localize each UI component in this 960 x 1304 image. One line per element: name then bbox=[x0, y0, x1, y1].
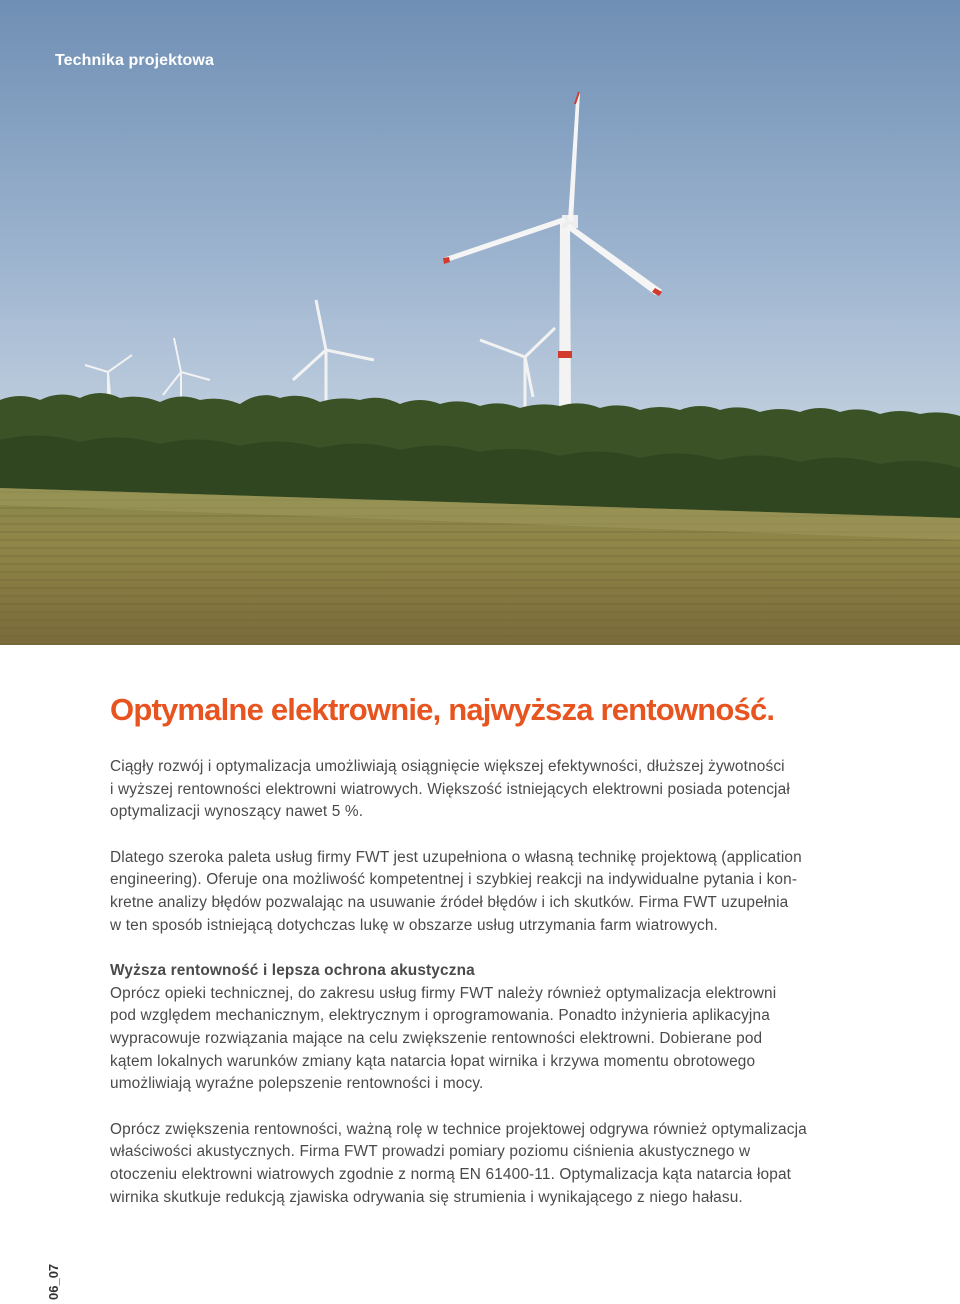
section-subheading: Wyższa rentowność i lepsza ochrona akustyczna bbox=[110, 962, 475, 980]
text-line: wirnika skutkuje redukcją zjawiska odrywania się strumienia i wynikającego z niego hałasu. bbox=[110, 1188, 743, 1206]
services-paragraph bbox=[110, 847, 855, 937]
text-line: pod względem mechanicznym, elektrycznym i oprogramowania. Ponadto inżynieria aplikacyjna bbox=[110, 1007, 770, 1025]
text-line: wypracowuje rozwiązania mające na celu zwiększenie rentowności elektrowni. Dobierane pod bbox=[110, 1029, 763, 1047]
text-line: Oprócz zwiększenia rentowności, ważną rolę w technice projektowej odgrywa również optymalizacja bbox=[110, 1120, 807, 1138]
wind-turbines-field-photo bbox=[0, 0, 960, 645]
text-line: właściwości akustycznych. Firma FWT prowadzi pomiary poziomu ciśnienia akustycznego w bbox=[110, 1143, 751, 1161]
acoustics-paragraph bbox=[110, 1119, 855, 1209]
text-line: kątem lokalnych warunków zmiany kąta natarcia łopat wirnika i krzywa momentu obrotowego bbox=[110, 1052, 756, 1070]
text-line: umożliwiają wyraźne polepszenie rentowności i mocy. bbox=[110, 1075, 484, 1093]
text-line: engineering). Oferuje ona możliwość kompetentnej i szybkiej reakcji na indywidualne pytania i kon- bbox=[110, 871, 798, 889]
text-line: kretne analizy błędów pozwalając na usuwanie źródeł błędów i ich skutków. Firma FWT uzupełnia bbox=[110, 893, 789, 911]
text-line: Ciągły rozwój i optymalizacja umożliwiają osiągnięcie większej efektywności, dłuższej żywotności bbox=[110, 758, 785, 775]
text-line: w ten sposób istniejącą dotychczas lukę w obszarze usług utrzymania farm wiatrowych. bbox=[110, 916, 718, 934]
text-line: otoczeniu elektrowni wiatrowych zgodnie z normą EN 61400-11. Optymalizacja kąta natarcia łopat bbox=[110, 1165, 792, 1183]
text-line: optymalizacji wynoszący nawet 5 %. bbox=[110, 803, 364, 821]
text-line: i wyższej rentowności elektrowni wiatrowych. Większość istniejących elektrowni posiada potencjał bbox=[110, 780, 790, 798]
section-label: Technika projektowa bbox=[55, 52, 214, 69]
text-line: Dlatego szeroka paleta usług firmy FWT jest uzupełniona o własną technikę projektową (application bbox=[110, 848, 802, 866]
hero-photo bbox=[0, 0, 960, 645]
optimization-paragraph bbox=[110, 983, 855, 1096]
page-number: 06_07 bbox=[46, 1263, 61, 1300]
intro-paragraph bbox=[110, 756, 855, 824]
page-title: Optymalne elektrownie, najwyższa rentowność. bbox=[110, 692, 775, 727]
text-line: Oprócz opieki technicznej, do zakresu usług firmy FWT należy również optymalizacja elektrowni bbox=[110, 984, 777, 1002]
article-body bbox=[110, 756, 855, 1232]
